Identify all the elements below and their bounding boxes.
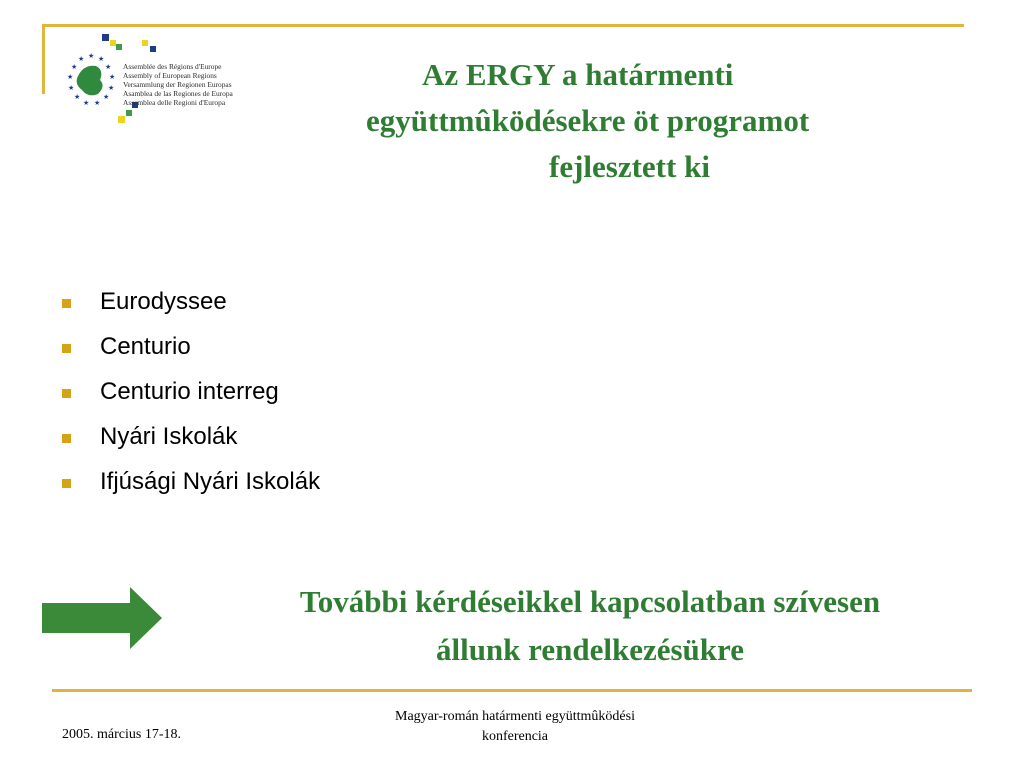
footer-divider (52, 689, 972, 692)
svg-text:★: ★ (83, 99, 90, 107)
svg-text:★: ★ (78, 55, 85, 63)
program-list (62, 284, 320, 509)
svg-text:★: ★ (108, 84, 115, 92)
title-line-1: Az ERGY a határmenti (422, 57, 734, 92)
svg-text:★: ★ (98, 55, 105, 63)
bullet-square-icon (62, 344, 71, 353)
footer-conference (340, 707, 690, 747)
logo-line-en: Assembly of European Regions (123, 71, 217, 80)
program-name: Eurodyssee (100, 288, 227, 315)
logo-text (123, 62, 233, 107)
logo-line-fr: Assemblée des Régions d'Europe (123, 62, 222, 71)
footer-conference-line-1: Magyar-román határmenti együttmûködési (395, 709, 635, 724)
closing-line-1: További kérdéseikkel kapcsolatban szívesen (299, 584, 881, 619)
left-frame-line (42, 24, 45, 94)
right-arrow-icon (42, 587, 162, 649)
bullet-square-icon (62, 299, 71, 308)
list-item (62, 284, 320, 329)
program-name: Ifjúsági Nyári Iskolák (100, 468, 321, 495)
svg-text:★: ★ (74, 93, 81, 101)
list-item (62, 329, 320, 374)
logo-line-de: Versammlung der Regionen Europas (123, 80, 232, 89)
svg-text:★: ★ (67, 73, 74, 81)
list-item (62, 464, 320, 509)
program-name: Nyári Iskolák (100, 423, 238, 450)
bullet-square-icon (62, 389, 71, 398)
title-line-3: fejlesztett ki (549, 149, 710, 184)
svg-text:★: ★ (105, 63, 112, 71)
top-frame-line (42, 24, 964, 27)
slide-title (330, 52, 970, 190)
list-item (62, 374, 320, 419)
footer-conference-line-2: konferencia (481, 729, 549, 744)
logo-line-es: Asamblea de las Regiones de Europa (123, 89, 233, 98)
bullet-square-icon (62, 434, 71, 443)
svg-text:★: ★ (68, 84, 75, 92)
program-name: Centurio interreg (100, 378, 279, 405)
closing-message (200, 578, 980, 674)
program-name: Centurio (100, 333, 191, 360)
svg-text:★: ★ (103, 93, 110, 101)
title-line-2: együttmûködésekre öt programot (366, 103, 810, 138)
closing-line-2: állunk rendelkezésükre (435, 632, 745, 667)
logo-line-it: Assemblea delle Regioni d'Europa (123, 98, 226, 107)
svg-text:★: ★ (88, 52, 95, 60)
svg-text:★: ★ (109, 73, 116, 81)
footer-date: 2005. március 17-18. (62, 727, 181, 742)
bullet-square-icon (62, 479, 71, 488)
list-item (62, 419, 320, 464)
svg-text:★: ★ (94, 99, 101, 107)
svg-text:★: ★ (71, 63, 78, 71)
